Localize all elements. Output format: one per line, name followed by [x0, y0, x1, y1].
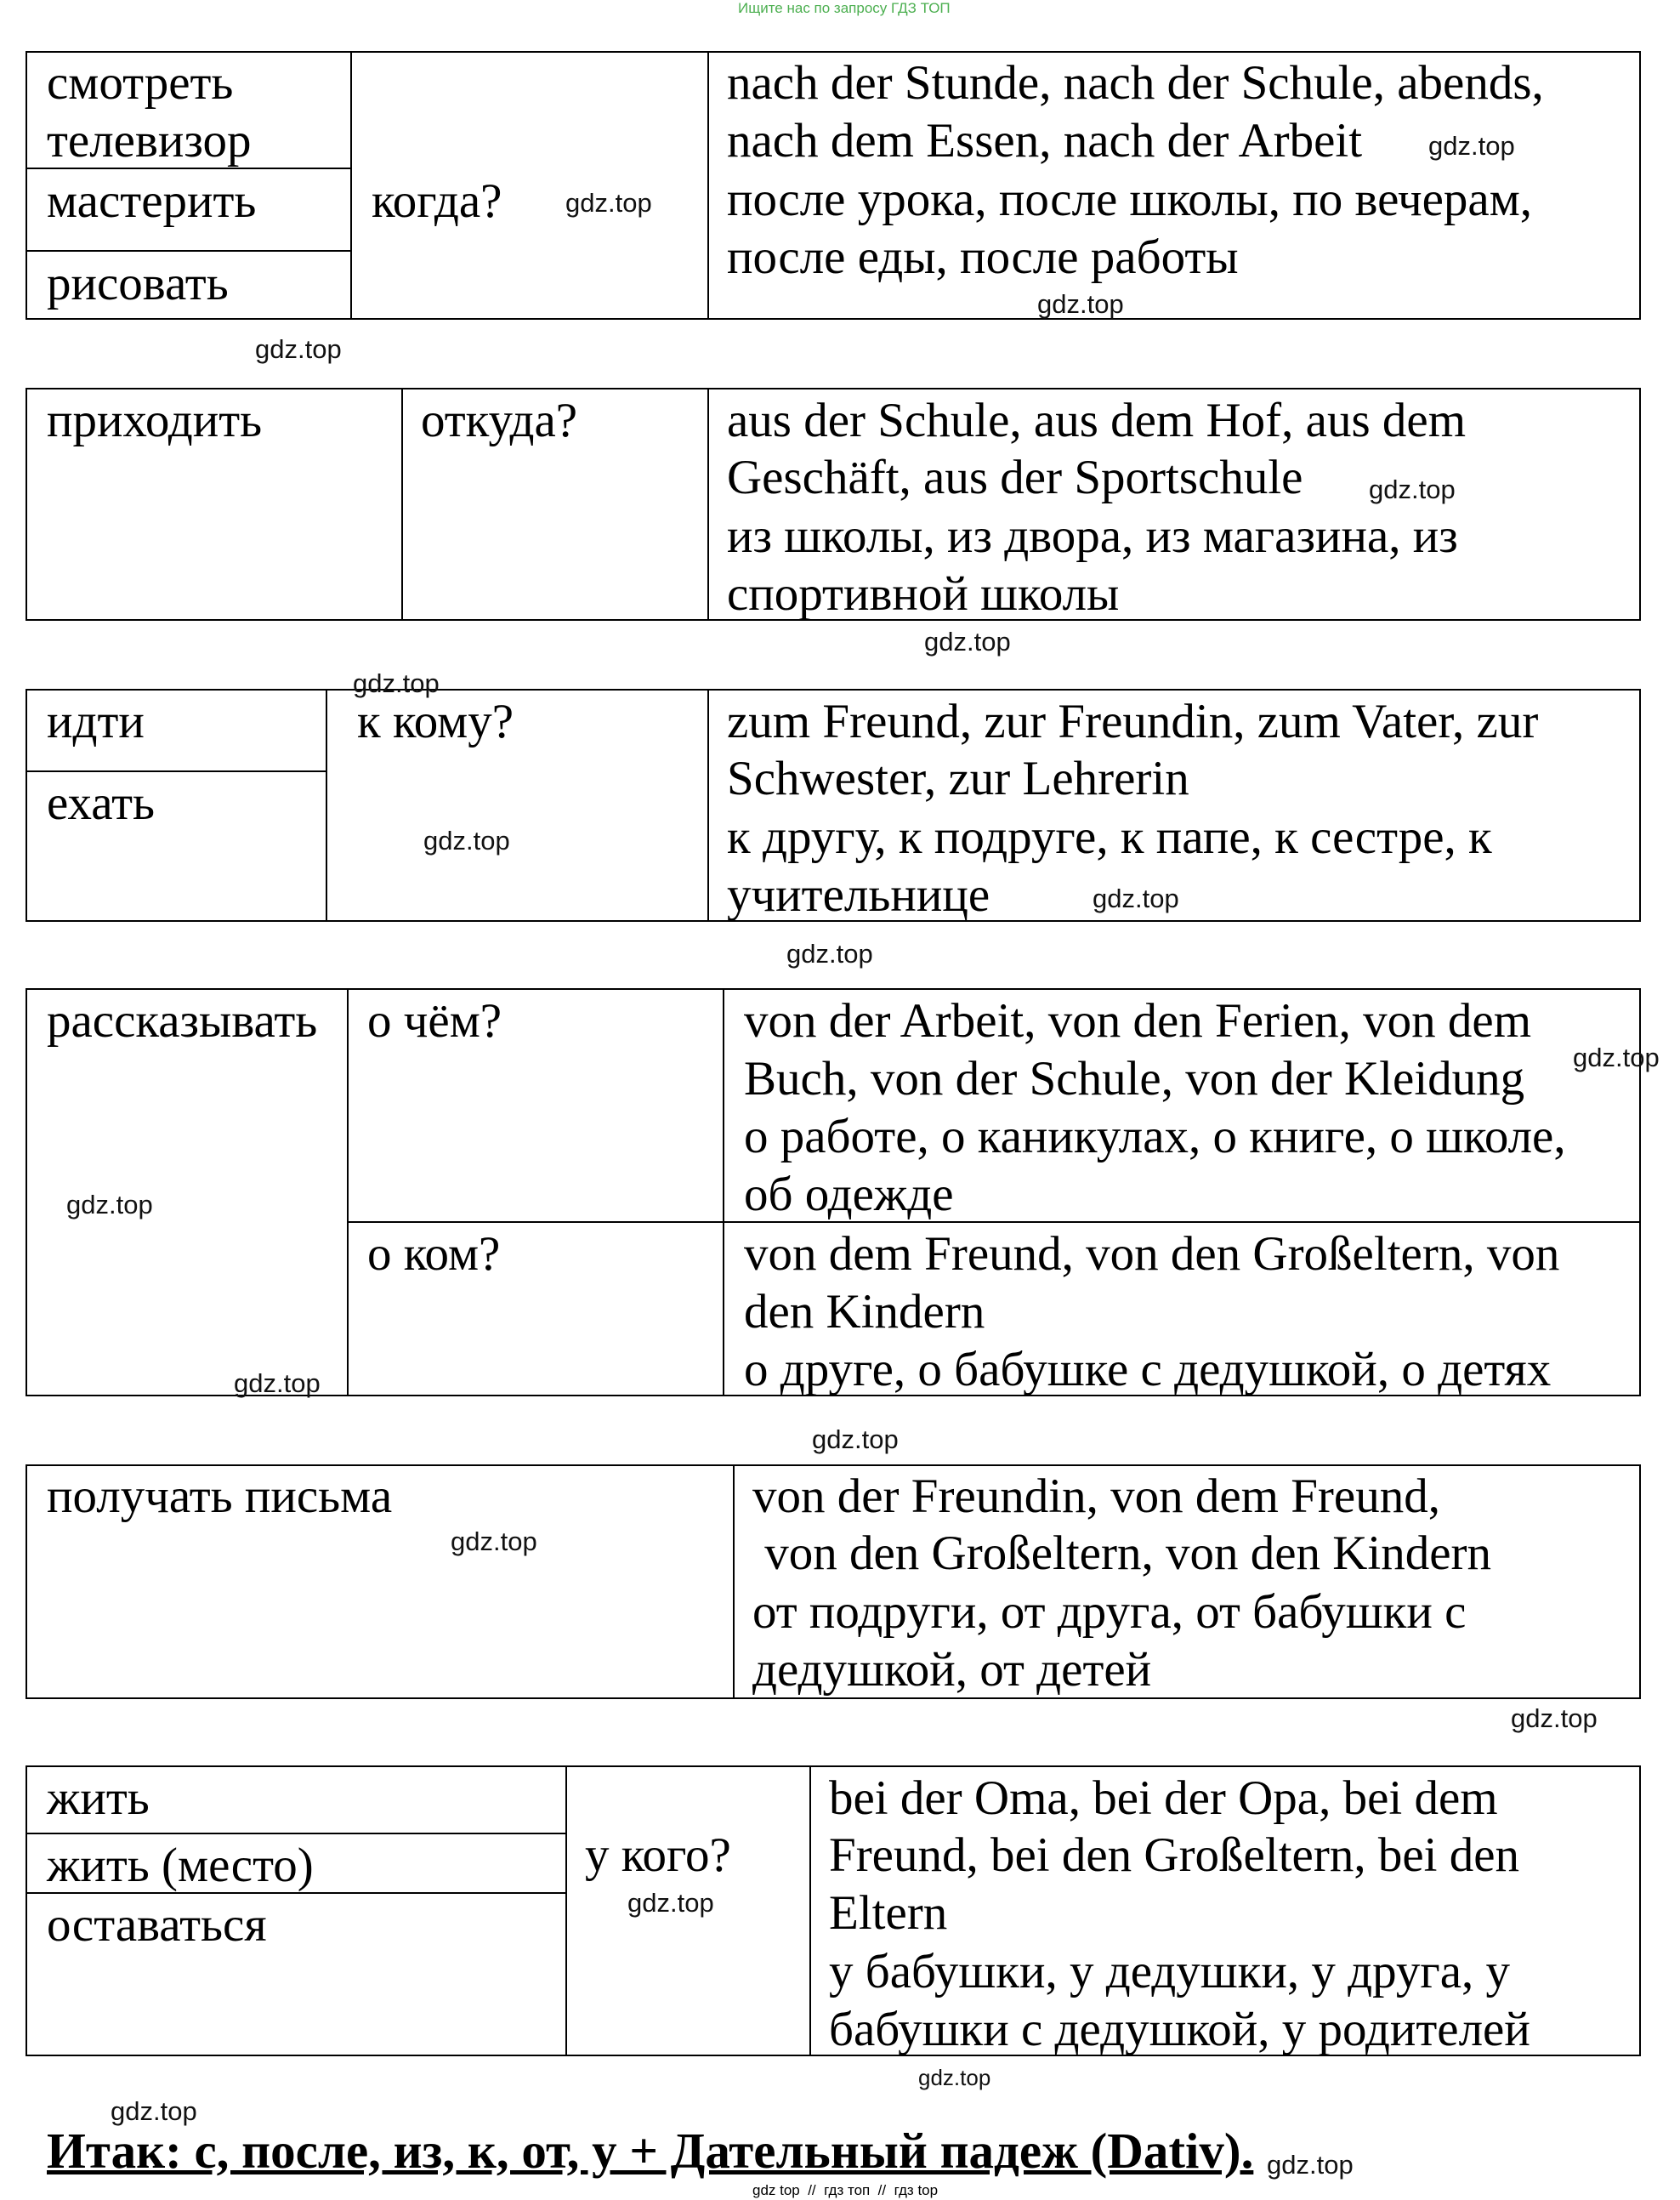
answer-line: у бабушки, у дедушки, у друга, у	[829, 1945, 1511, 1998]
answer-line: zum Freund, zur Freundin, zum Vater, zur	[727, 695, 1539, 748]
watermark: gdz.top	[234, 1368, 321, 1398]
verb-live: жить	[47, 1771, 150, 1825]
answer-line: Geschäft, aus der Sportschule	[727, 451, 1303, 504]
answer-line: Schwester, zur Lehrerin	[727, 752, 1189, 805]
divider	[347, 988, 349, 1396]
watermark: gdz.top	[1511, 1703, 1598, 1733]
answer-line: о работе, о каникулах, о книге, о школе,	[744, 1110, 1566, 1163]
answer-line: den Kindern	[744, 1285, 985, 1339]
watermark: gdz.top	[1428, 131, 1515, 161]
verb-ride: ехать	[47, 776, 156, 830]
verb-receive-letters: получать письма	[47, 1470, 393, 1523]
answer-line: von der Freundin, von dem Freund,	[752, 1470, 1440, 1523]
divider	[809, 1765, 811, 2056]
watermark: gdz.top	[1573, 1043, 1660, 1072]
answer-line: Buch, von der Schule, von der Kleidung	[744, 1052, 1525, 1106]
answer-line: бабушки с дедушкой, у родителей	[829, 2003, 1530, 2056]
divider	[26, 770, 326, 772]
question-at-whom: у кого?	[585, 1828, 731, 1882]
watermark: gdz.top	[423, 826, 510, 856]
answer-line: von den Großeltern, von den Kindern	[752, 1526, 1492, 1580]
watermark: gdz.top	[812, 1424, 899, 1454]
divider	[350, 51, 352, 320]
answer-line: учительнице	[727, 868, 990, 922]
verb-tell: рассказывать	[47, 994, 318, 1048]
watermark: gdz.top	[565, 188, 652, 218]
watermark: gdz.top	[451, 1526, 537, 1556]
answer-line: Eltern	[829, 1886, 948, 1940]
watermark: gdz.top	[918, 2065, 991, 2090]
verb-draw: рисовать	[47, 257, 229, 310]
divider	[723, 988, 724, 1396]
question-about-whom: о ком?	[367, 1227, 501, 1281]
question-to-whom: к кому?	[357, 695, 514, 748]
watermark: gdz.top	[1369, 475, 1456, 504]
answer-line: bei der Oma, bei der Opa, bei dem	[829, 1771, 1498, 1825]
answer-line: дедушкой, от детей	[752, 1643, 1152, 1697]
watermark: gdz.top	[66, 1190, 153, 1219]
answer-line: nach dem Essen, nach der Arbeit	[727, 114, 1363, 168]
question-from-where: откуда?	[421, 394, 578, 447]
divider	[707, 689, 709, 922]
answer-line: об одежде	[744, 1168, 954, 1221]
answer-line: после еды, после работы	[727, 230, 1239, 284]
watermark: gdz.top	[786, 939, 873, 969]
divider	[707, 51, 709, 320]
answer-line: von dem Freund, von den Großeltern, von	[744, 1227, 1560, 1281]
verb-go: идти	[47, 695, 145, 748]
divider	[26, 1833, 565, 1834]
question-when: когда?	[372, 174, 502, 228]
divider	[733, 1464, 735, 1699]
summary-rule: Итак: с, после, из, к, от, у + Дательный падеж (Dativ).	[47, 2123, 1254, 2179]
answer-line: aus der Schule, aus dem Hof, aus dem	[727, 394, 1467, 447]
watermark: gdz.top	[1037, 289, 1124, 319]
answer-line: спортивной школы	[727, 567, 1120, 621]
footer-note: gdz top // гдз топ // гдз top	[752, 2182, 939, 2198]
watermark: gdz.top	[111, 2096, 197, 2126]
verb-stay: оставаться	[47, 1898, 267, 1952]
verb-tv: телевизор	[47, 114, 252, 168]
divider	[26, 250, 350, 252]
divider	[707, 388, 709, 621]
answer-line: к другу, к подруге, к папе, к сестре, к	[727, 810, 1492, 864]
question-about-what: о чём?	[367, 994, 502, 1048]
verb-craft: мастерить	[47, 174, 257, 228]
watermark: gdz.top	[1093, 884, 1179, 913]
watermark: gdz.top	[255, 334, 342, 364]
answer-line: von der Arbeit, von den Ferien, von dem	[744, 994, 1532, 1048]
divider	[565, 1765, 567, 2056]
divider	[326, 689, 327, 922]
answer-line: от подруги, от друга, от бабушки с	[752, 1585, 1467, 1639]
answer-line: о друге, о бабушке с дедушкой, о детях	[744, 1343, 1552, 1396]
watermark: gdz.top	[353, 668, 440, 698]
verb-watch: смотреть	[47, 56, 234, 110]
watermark: gdz.top	[1267, 2150, 1354, 2180]
watermark: gdz.top	[627, 1888, 714, 1918]
verb-live-place: жить (место)	[47, 1839, 314, 1892]
answer-line: Freund, bei den Großeltern, bei den	[829, 1828, 1519, 1882]
answer-line: nach der Stunde, nach der Schule, abends,	[727, 56, 1544, 110]
divider	[401, 388, 403, 621]
divider	[347, 1221, 1641, 1223]
watermark: gdz.top	[924, 627, 1011, 657]
answer-line: из школы, из двора, из магазина, из	[727, 509, 1458, 563]
answer-line: после урока, после школы, по вечерам,	[727, 173, 1533, 226]
header-note: Ищите нас по запросу ГДЗ ТОП	[738, 0, 951, 16]
verb-come: приходить	[47, 394, 263, 447]
